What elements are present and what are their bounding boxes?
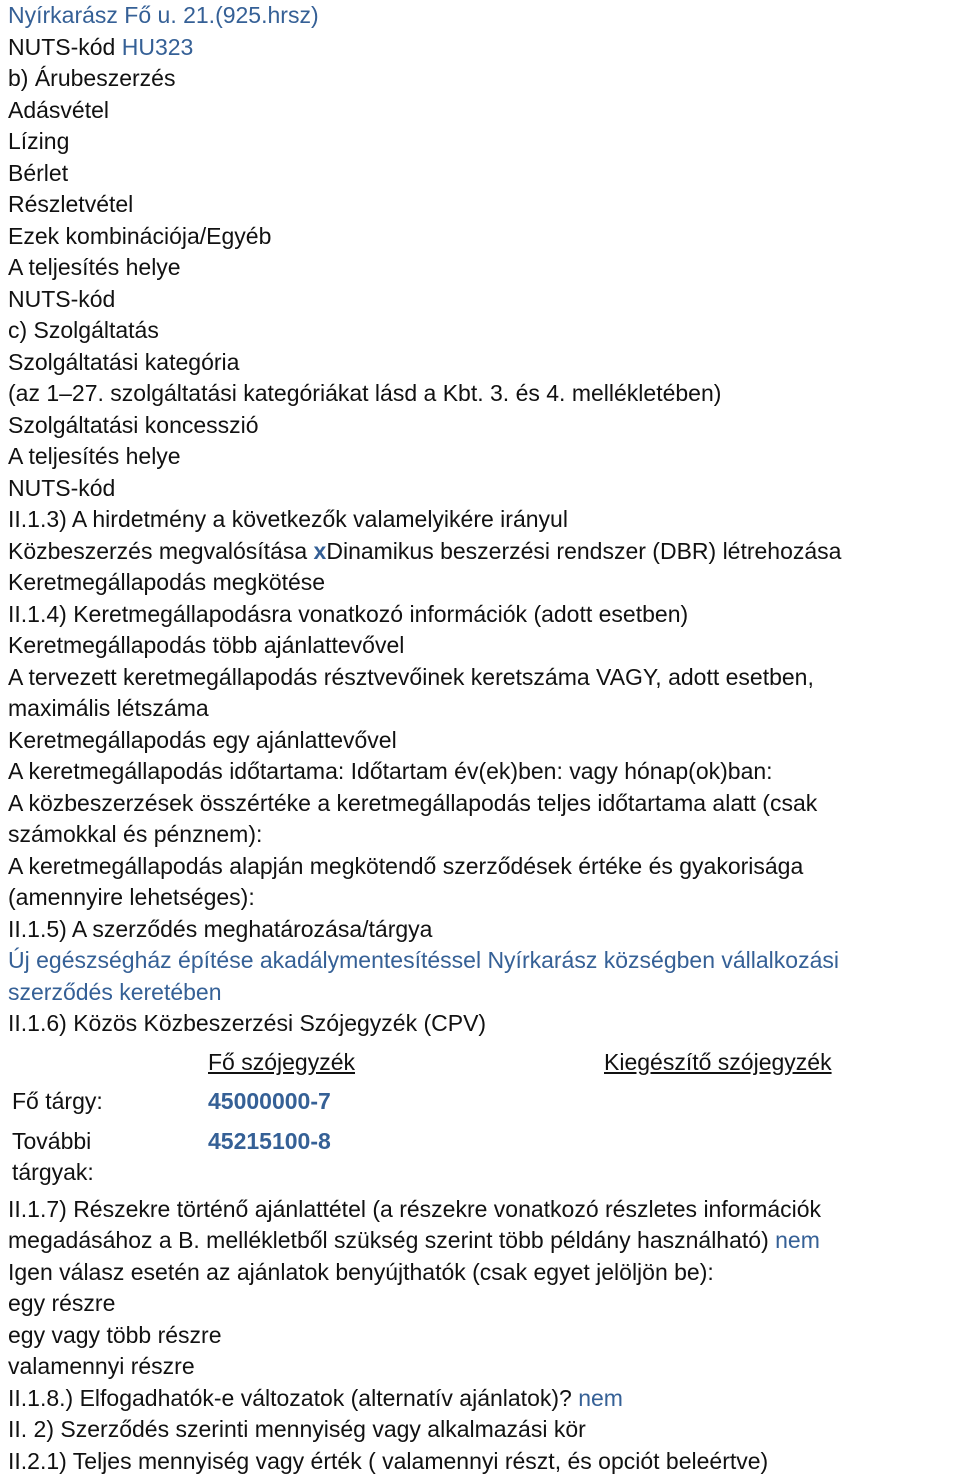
text-segment: egy részre bbox=[8, 1290, 115, 1316]
text-line bbox=[8, 1257, 960, 1289]
text-line bbox=[8, 315, 960, 347]
text-line bbox=[8, 914, 960, 946]
text-line bbox=[8, 1414, 960, 1446]
text-segment: NUTS-kód bbox=[8, 286, 115, 312]
text-line bbox=[8, 567, 960, 599]
text-line bbox=[8, 504, 960, 536]
text-line bbox=[8, 32, 960, 64]
text-line bbox=[8, 819, 960, 851]
text-segment: Új egészségház építése akadálymentesítéssel Nyírkarász községben vállalkozási bbox=[8, 947, 839, 973]
text-segment: Keretmegállapodás megkötése bbox=[8, 569, 325, 595]
cpv-header-row bbox=[12, 1042, 924, 1082]
text-line bbox=[8, 1351, 960, 1383]
text-segment: A teljesítés helye bbox=[8, 443, 181, 469]
text-line bbox=[8, 1008, 960, 1040]
text-segment: A tervezett keretmegállapodás résztvevőinek keretszáma VAGY, adott esetben, bbox=[8, 664, 814, 690]
text-line bbox=[8, 725, 960, 757]
text-line bbox=[8, 95, 960, 127]
text-segment: valamennyi részre bbox=[8, 1353, 195, 1379]
text-line bbox=[8, 378, 960, 410]
text-segment: A teljesítés helye bbox=[8, 254, 181, 280]
text-segment: Szolgáltatási kategória bbox=[8, 349, 239, 375]
text-line bbox=[8, 126, 960, 158]
text-line bbox=[8, 410, 960, 442]
text-line bbox=[8, 473, 960, 505]
text-line bbox=[8, 158, 960, 190]
cpv-additional-label-1: További bbox=[12, 1126, 208, 1157]
text-segment: Bérlet bbox=[8, 160, 68, 186]
text-segment: Közbeszerzés megvalósítása bbox=[8, 538, 314, 564]
text-segment: Nyírkarász Fő u. 21.(925.hrsz) bbox=[8, 2, 319, 28]
text-line bbox=[8, 882, 960, 914]
cpv-additional-row bbox=[12, 1117, 924, 1188]
text-segment: Szolgáltatási koncesszió bbox=[8, 412, 259, 438]
text-segment: nem bbox=[775, 1227, 820, 1253]
text-segment: (amennyire lehetséges): bbox=[8, 884, 255, 910]
text-line bbox=[8, 441, 960, 473]
text-segment: szerződés keretében bbox=[8, 979, 222, 1005]
text-line bbox=[8, 756, 960, 788]
text-segment: Adásvétel bbox=[8, 97, 109, 123]
text-line bbox=[8, 347, 960, 379]
document-text-top bbox=[8, 0, 960, 1040]
cpv-additional-label-2: tárgyak: bbox=[12, 1157, 208, 1188]
text-line bbox=[8, 1225, 960, 1257]
text-line bbox=[8, 1194, 960, 1226]
text-line bbox=[8, 851, 960, 883]
text-segment: II.1.7) Részekre történő ajánlattétel (a részekre vonatkozó részletes információk bbox=[8, 1196, 821, 1222]
text-line bbox=[8, 221, 960, 253]
cpv-main-code: 45000000-7 bbox=[208, 1082, 604, 1117]
text-segment: (az 1–27. szolgáltatási kategóriákat lásd a Kbt. 3. és 4. mellékletében) bbox=[8, 380, 721, 406]
text-line bbox=[8, 662, 960, 694]
text-line bbox=[8, 252, 960, 284]
text-segment: II.1.4) Keretmegállapodásra vonatkozó információk (adott esetben) bbox=[8, 601, 688, 627]
text-line bbox=[8, 1288, 960, 1320]
text-segment: nem bbox=[578, 1385, 623, 1411]
text-line bbox=[8, 599, 960, 631]
text-segment: II.1.3) A hirdetmény a következők valamelyikére irányul bbox=[8, 506, 568, 532]
text-segment: A keretmegállapodás alapján megkötendő szerződések értéke és gyakorisága bbox=[8, 853, 803, 879]
text-segment: számokkal és pénznem): bbox=[8, 821, 262, 847]
text-line bbox=[8, 977, 960, 1009]
text-segment: x bbox=[314, 538, 327, 564]
text-line bbox=[8, 630, 960, 662]
cpv-table bbox=[12, 1042, 924, 1188]
cpv-main-header: Fő szójegyzék bbox=[208, 1042, 355, 1082]
cpv-main-row bbox=[12, 1082, 924, 1117]
text-line bbox=[8, 536, 960, 568]
text-segment: II.1.6) Közös Közbeszerzési Szójegyzék (CPV) bbox=[8, 1010, 486, 1036]
text-segment: II.1.5) A szerződés meghatározása/tárgya bbox=[8, 916, 432, 942]
text-line bbox=[8, 693, 960, 725]
text-line bbox=[8, 1383, 960, 1415]
text-segment: Lízing bbox=[8, 128, 69, 154]
text-segment: c) Szolgáltatás bbox=[8, 317, 159, 343]
text-segment: egy vagy több részre bbox=[8, 1322, 222, 1348]
text-line bbox=[8, 945, 960, 977]
cpv-main-label: Fő tárgy: bbox=[12, 1082, 208, 1117]
text-segment: II.1.8.) Elfogadhatók-e változatok (alternatív ajánlatok)? bbox=[8, 1385, 578, 1411]
cpv-additional-code: 45215100-8 bbox=[208, 1117, 604, 1188]
document-text-bottom bbox=[8, 1194, 960, 1477]
text-segment: Keretmegállapodás több ajánlattevővel bbox=[8, 632, 404, 658]
text-line bbox=[8, 0, 960, 32]
text-segment: Ezek kombinációja/Egyéb bbox=[8, 223, 271, 249]
text-segment: A keretmegállapodás időtartama: Időtartam év(ek)ben: vagy hónap(ok)ban: bbox=[8, 758, 773, 784]
text-segment: A közbeszerzések összértéke a keretmegállapodás teljes időtartama alatt (csak bbox=[8, 790, 817, 816]
text-segment: HU323 bbox=[122, 34, 194, 60]
text-segment: Igen válasz esetén az ajánlatok benyújthatók (csak egyet jelöljön be): bbox=[8, 1259, 714, 1285]
text-segment: II. 2) Szerződés szerinti mennyiség vagy alkalmazási kör bbox=[8, 1416, 586, 1442]
text-line bbox=[8, 788, 960, 820]
text-segment: II.2.1) Teljes mennyiség vagy érték ( valamennyi részt, és opciót beleértve) bbox=[8, 1448, 768, 1474]
text-segment: Dinamikus beszerzési rendszer (DBR) létrehozása bbox=[326, 538, 841, 564]
text-line bbox=[8, 1446, 960, 1477]
text-segment: Keretmegállapodás egy ajánlattevővel bbox=[8, 727, 397, 753]
text-segment: megadásához a B. mellékletből szükség szerint több példány használható) bbox=[8, 1227, 775, 1253]
text-line bbox=[8, 63, 960, 95]
text-segment: NUTS-kód bbox=[8, 475, 115, 501]
text-segment: NUTS-kód bbox=[8, 34, 122, 60]
text-segment: Részletvétel bbox=[8, 191, 133, 217]
text-line bbox=[8, 189, 960, 221]
text-line bbox=[8, 284, 960, 316]
text-line bbox=[8, 1320, 960, 1352]
text-segment: maximális létszáma bbox=[8, 695, 209, 721]
text-segment: b) Árubeszerzés bbox=[8, 65, 175, 91]
cpv-supplementary-header: Kiegészítő szójegyzék bbox=[604, 1042, 832, 1082]
